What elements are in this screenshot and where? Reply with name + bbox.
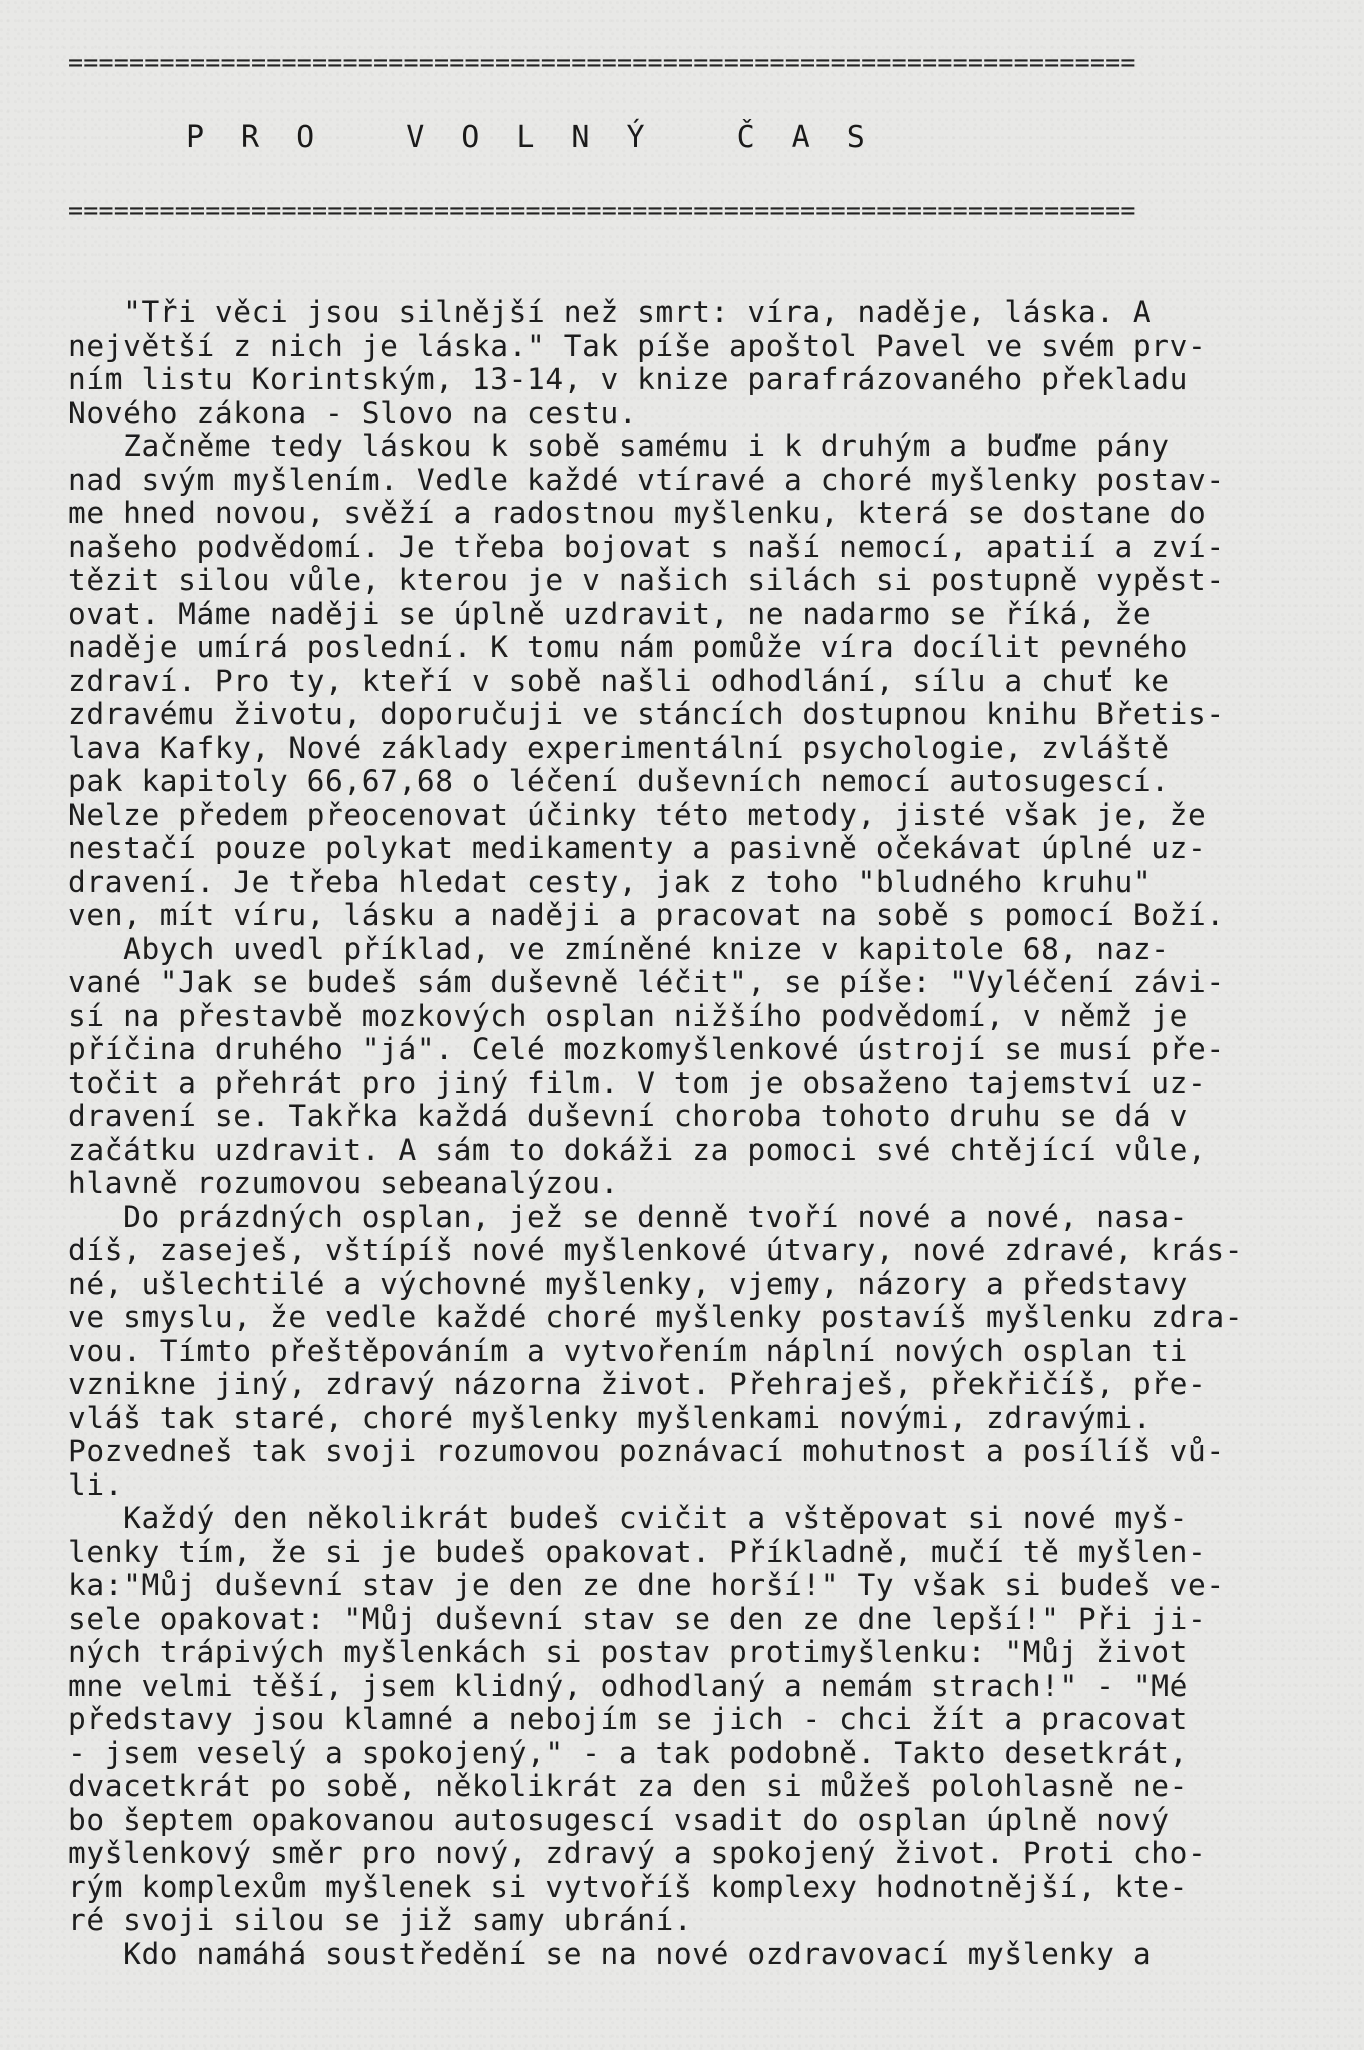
text-line: lenky tím, že si je budeš opakovat. Příkladně, mučí tě myšlen- [68, 1534, 1207, 1569]
text-line: začátku uzdravit. A sám to dokáži za pomoci své chtějící vůle, [68, 1132, 1207, 1167]
text-line: ve smyslu, že vedle každé choré myšlenky postavíš myšlenku zdra- [68, 1300, 1244, 1334]
text-line: Nelze předem přeocenovat účinky této metody, jisté však je, že [68, 797, 1207, 832]
text-line: vané "Jak se budeš sám duševně léčit", se píše: "Vyléčení závi- [68, 965, 1225, 999]
text-line: dravení se. Takřka každá duševní choroba tohoto druhu se dá v [68, 1099, 1188, 1133]
text-line: me hned novou, svěží a radostnou myšlenku, která se dostane do [68, 496, 1207, 530]
text-line: né, ušlechtilé a výchovné myšlenky, vjemy, názory a představy [68, 1266, 1188, 1301]
text-line: Do prázdných osplan, jež se denně tvoří nové a nové, nasa- [68, 1199, 1188, 1234]
text-line: vláš tak staré, choré myšlenky myšlenkami novými, zdravými. [68, 1400, 1152, 1435]
text-line: díš, zaseješ, vštípíš nové myšlenkové útvary, nové zdravé, krás- [68, 1233, 1244, 1267]
text-line: naděje umírá poslední. K tomu nám pomůže víra docílit pevného [68, 630, 1188, 664]
text-line: nad svým myšlením. Vedle každé vtíravé a choré myšlenky postav- [68, 462, 1225, 497]
text-line: Kdo namáhá soustředění se na nové ozdravovací myšlenky a [68, 1936, 1152, 1971]
text-line: zdraví. Pro ty, kteří v sobě našli odhodlání, sílu a chuť ke [68, 663, 1170, 698]
text-line: mne velmi těší, jsem klidný, odhodlaný a nemám strach!" - "Mé [68, 1668, 1188, 1703]
text-line: tězit silou vůle, kterou je v našich silách si postupně vypěst- [68, 563, 1225, 597]
text-line: "Tři věci jsou silnější než smrt: víra, naděje, láska. A [68, 295, 1152, 329]
text-line: lava Kafky, Nové základy experimentální psychologie, zvláště [68, 730, 1170, 765]
bottom-rule: ====================================================================== [68, 200, 1136, 222]
text-line: sí na přestavbě mozkových osplan nižšího podvědomí, v němž je [68, 998, 1188, 1033]
text-line: vou. Tímto přeštěpováním a vytvořením náplní nových osplan ti [68, 1333, 1188, 1368]
text-line: nestačí pouze polykat medikamenty a pasivně očekávat úplné uz- [68, 831, 1207, 865]
text-line: největší z nich je láska." Tak píše apoštol Pavel ve svém prv- [68, 328, 1207, 363]
text-line: ka:"Můj duševní stav je den ze dne horší!" Ty však si budeš ve- [68, 1568, 1225, 1602]
text-line: - jsem veselý a spokojený," - a tak podobně. Takto desetkrát, [68, 1735, 1188, 1770]
text-line: ovat. Máme naději se úplně uzdravit, ne nadarmo se říká, že [68, 596, 1152, 631]
text-line: ré svoji silou se již samy ubrání. [68, 1903, 693, 1937]
text-line: vznikne jiný, zdravý názorna život. Přehraješ, překřičíš, pře- [68, 1367, 1207, 1401]
text-line: příčina druhého "já". Celé mozkomyšlenkové ústrojí se musí pře- [68, 1032, 1225, 1066]
text-line: Každý den několikrát budeš cvičit a vštěpovat si nové myš- [68, 1501, 1188, 1535]
text-line: myšlenkový směr pro nový, zdravý a spokojený život. Proti cho- [68, 1836, 1207, 1870]
text-line: li. [68, 1467, 124, 1502]
text-line: sele opakovat: "Můj duševní stav se den ze dne lepší!" Při ji- [68, 1601, 1207, 1636]
text-line: bo šeptem opakovanou autosugescí vsadit do osplan úplně nový [68, 1802, 1170, 1837]
text-line: pak kapitoly 66,67,68 o léčení duševních nemocí autosugescí. [68, 764, 1170, 798]
text-line: Nového zákona - Slovo na cestu. [68, 395, 638, 430]
text-line: Pozvedneš tak svoji rozumovou poznávací mohutnost a posílíš vů- [68, 1434, 1225, 1468]
section-title: PRO VOLNÝ ČAS [186, 120, 902, 155]
text-line: dravení. Je třeba hledat cesty, jak z toho "bludného kruhu" [68, 864, 1152, 899]
text-line: ním listu Korintským, 13-14, v knize parafrázovaného překladu [68, 362, 1188, 396]
text-line: ných trápivých myšlenkách si postav protimyšlenku: "Můj život [68, 1635, 1188, 1669]
text-line: točit a přehrát pro jiný film. V tom je obsaženo tajemství uz- [68, 1065, 1207, 1100]
text-line: představy jsou klamné a nebojím se jich - chci žít a pracovat [68, 1702, 1188, 1736]
text-line: hlavně rozumovou sebeanalýzou. [68, 1166, 619, 1200]
article-body [68, 296, 1308, 1971]
text-line: Začněme tedy láskou k sobě samému i k druhým a buďme pány [68, 429, 1170, 463]
text-line: ven, mít víru, lásku a naději a pracovat na sobě s pomocí Boží. [68, 898, 1225, 932]
text-line: dvacetkrát po sobě, několikrát za den si můžeš polohlasně ne- [68, 1769, 1188, 1803]
text-line: našeho podvědomí. Je třeba bojovat s naší nemocí, apatií a zví- [68, 529, 1225, 564]
text-line: Abych uvedl příklad, ve zmíněné knize v kapitole 68, naz- [68, 931, 1170, 966]
top-rule: ====================================================================== [68, 52, 1136, 74]
text-line: zdravému životu, doporučuji ve stáncích dostupnou knihu Břetis- [68, 697, 1225, 731]
text-line: rým komplexům myšlenek si vytvoříš komplexy hodnotnější, kte- [68, 1869, 1188, 1904]
